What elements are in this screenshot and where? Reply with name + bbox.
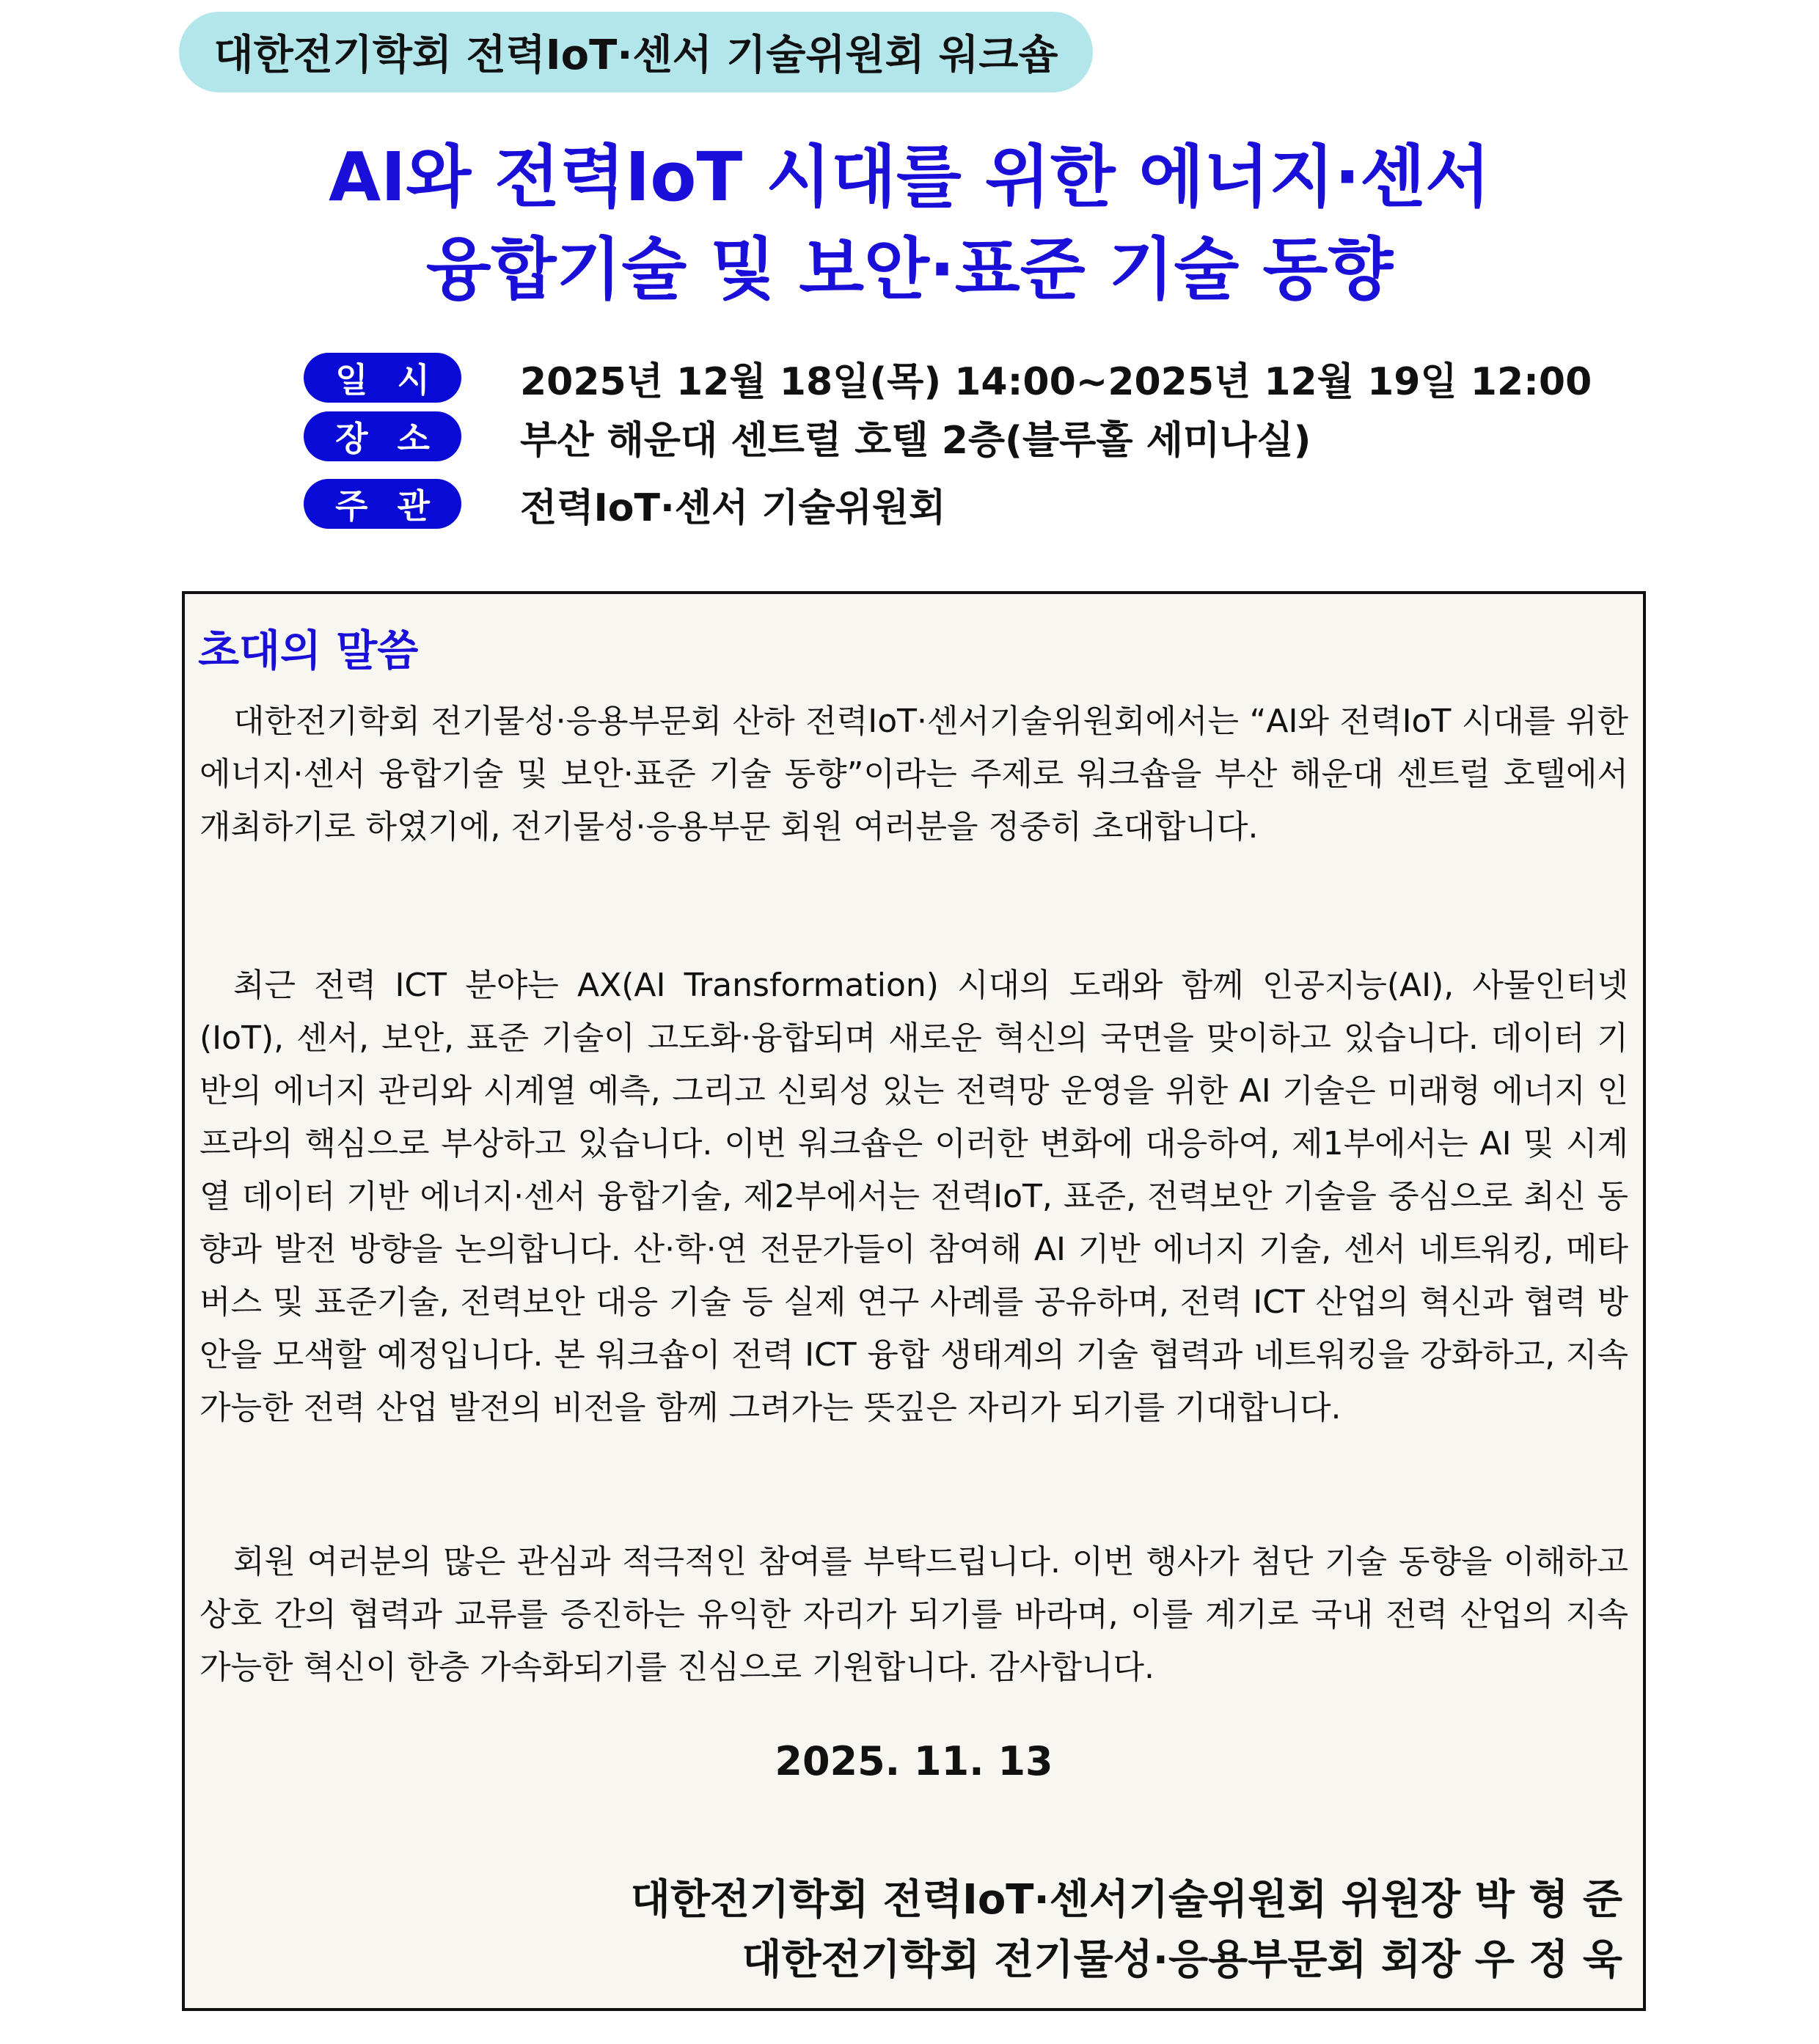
workshop-header-pill: 대한전기학회 전력IoT·센서 기술위원회 워크숍	[179, 12, 1093, 92]
organizer-badge: 주관	[304, 479, 461, 529]
invitation-date: 2025. 11. 13	[775, 1738, 1053, 1784]
invitation-paragraph-3: 회원 여러분의 많은 관심과 적극적인 참여를 부탁드립니다. 이번 행사가 첨단 기술 동향을 이해하고 상호 간의 협력과 교류를 증진하는 유익한 자리가 되기를 바라며, 이를 계기로 국내 전력 산업의 지속 가능한 혁신이 한층 가속화되기를 진심으로 기원합니다. 감사합니다.	[200, 1543, 1628, 1686]
main-title-line-2: 융합기술 및 보안·표준 기술 동향	[425, 230, 1394, 309]
invitation-title: 초대의 말씀	[198, 626, 419, 675]
organizer-value: 전력IoT·센서 기술위원회	[520, 486, 946, 530]
info-row-organizer	[304, 478, 946, 530]
invitation-paragraph-2: 최근 전력 ICT 분야는 AX(AI Transformation) 시대의 도래와 함께 인공지능(AI), 사물인터넷(IoT), 센서, 보안, 표준 기술이 고도화·융합되며 새로운 혁신의 국면을 맞이하고 있습니다. 데이터 기반의 에너지 관리와 시계열 예측, 그리고 신뢰성 있는 전력망 운영을 위한 AI 기술은 미래형 에너지 인프라의 핵심으로 부상하고 있습니다. 이번 워크숍은 이러한 변화에 대응하여, 제1부에서는 AI 및 시계열 데이터 기반 에너지·센서 융합기술, 제2부에서는 전력IoT, 표준, 전력보안 기술을 중심으로 최신 동향과 발전 방향을 논의합니다. 산·학·연 전문가들이 참여해 AI 기반 에너지 기술, 센서 네트워킹, 메타버스 및 표준기술, 전력보안 대응 기술 등 실제 연구 사례를 공유하며, 전력 ICT 산업의 혁신과 협력 방안을 모색할 예정입니다. 본 워크숍이 전력 ICT 융합 생태계의 기술 협력과 네트워킹을 강화하고, 지속 가능한 전력 산업 발전의 비전을 함께 그려가는 뜻깊은 자리가 되기를 기대합니다.	[200, 967, 1628, 1426]
invitation-box	[182, 591, 1646, 2011]
venue-badge: 장소	[304, 411, 461, 461]
datetime-value: 2025년 12월 18일(목) 14:00~2025년 12월 19일 12:00	[520, 359, 1592, 404]
invitation-paragraph-1: 대한전기학회 전기물성·응용부문회 산하 전력IoT·센서기술위원회에서는 “AI와 전력IoT 시대를 위한 에너지·센서 융합기술 및 보안·표준 기술 동향”이라는 주제로 워크숍을 부산 해운대 센트럴 호텔에서 개최하기로 하였기에, 전기물성·응용부문 회원 여러분을 정중히 초대합니다.	[200, 703, 1628, 846]
main-title-line-1: AI와 전력IoT 시대를 위한 에너지·센서	[328, 138, 1491, 216]
signature-chair: 대한전기학회 전력IoT·센서기술위원회 위원장 박 형 준	[630, 1876, 1622, 1924]
info-row-venue	[304, 411, 1311, 462]
signature-president: 대한전기학회 전기물성·응용부문회 회장 우 정 욱	[742, 1936, 1622, 1984]
info-row-datetime	[304, 352, 1592, 403]
venue-value: 부산 해운대 센트럴 호텔 2층(블루홀 세미나실)	[520, 418, 1311, 463]
datetime-badge: 일시	[304, 353, 461, 403]
